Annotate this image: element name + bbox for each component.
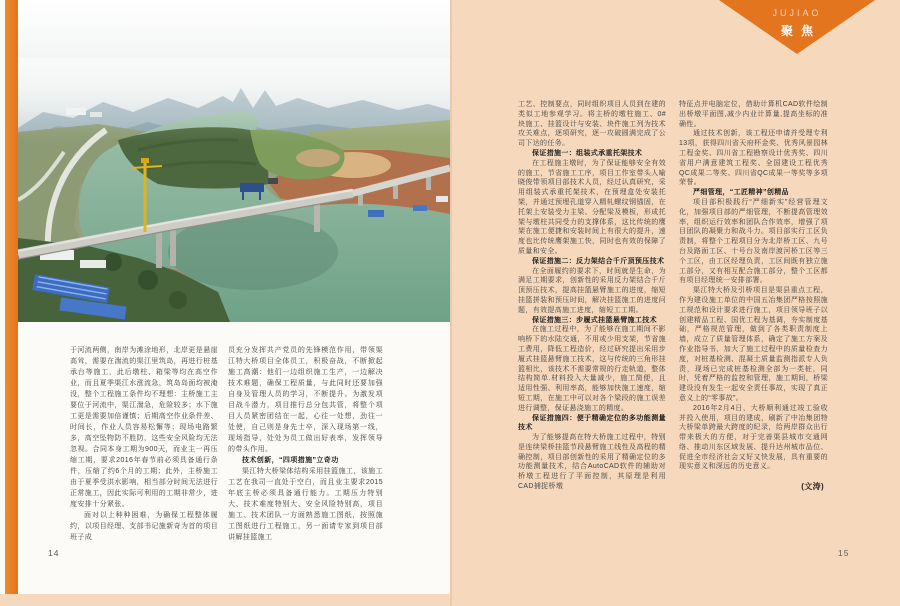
paragraph: 于河流两侧，南岸为滩涂地形，北岸更是悬崖高耸，需要在湍流的渠江里筑岛，再进行桩基承台等施工，此后墩柱、箱梁等均在高空作业，而且夏季渠江水涨流急，筑岛岛面均被淹没，整个工程施工条件均不理想：主桥施工主要位于河流中，渠江湍急，危险较多；水下施工更是需要加倍谨慎；后期高空作业条件差、时间长，作业人员容易松懈等；现场电路繁多，高空坠物防不胜防，这些安全风险均无法忽视。合同本身工期为900天，而业主一再压缩工期，要求2016年春节前必须具备通行条件，压缩了约6个月的工期；此外，主桥施工由于夏季受洪水影响，相当部分时间无法进行正常施工，因此实际可利用的工期非常少，进度安排十分紧张。	[70, 347, 218, 508]
section-tag-en: JUJIAO	[772, 8, 822, 18]
section-tag	[719, 0, 875, 56]
right-page-column-2	[679, 100, 828, 492]
paragraph: 在全面履约的要求下，时间就是生命，为满足工期要求，创新性的采用反力架结合千斤顶预压技术，提高挂篮悬臂施工的进度，缩短挂篮拼装和预压时间，解决挂篮施工的进度问题，有效提高施工进度，缩短工工期。	[518, 267, 666, 314]
section-heading: 保证措施三：步履式挂篮悬臂施工技术	[532, 316, 657, 324]
page-number-left: 14	[48, 548, 60, 558]
byline: (文涛)	[801, 482, 824, 492]
paragraph: 渠江特大桥梁体结构采用挂篮施工，该施工工艺在我司一直处于空白，而且业主要求2015年底主桥必须具备通行能力。工期压力特别大、技术难度特别大、安全风险特别高，项目施工、技术团队一方面熟悉施工图纸，按照施工图纸进行工程施工，另一面请专家到项目部讲解挂篮施工	[228, 468, 383, 541]
section-heading: 技术创新，“四项措施”立奇功	[242, 457, 339, 464]
left-page-column-1	[70, 345, 218, 543]
paragraph: 员充分发挥共产党员的先锋模范作用，带领渠江特大桥项目全体员工，积极奋战，不断掀起施工高潮：他们一边组织施工生产，一边解决技术难题，确保工程质量，与此同时还要加强自身及管理人员的学习，不断提升。为激发项目战斗潜力，项目推行总分包共管，将整个项目人员紧密团结在一起，心往一处想，劲往一处使，自己则是身先士卒，深入现场第一线，现场指导，处处为员工做出好表率，发挥领导的带头作用。	[228, 347, 383, 453]
paragraph: 特征点并电脑定位，借助计算机CAD软件绘制出桥墩平面图,减少内业计算量,提高坐标的准确性。	[679, 101, 828, 128]
paragraph: 渠江特大桥及引桥项目是渠县重点工程，作为建设施工单位的中国五冶集团严格按照施工规范和设计要求进行施工，项目领导班子以创建精品工程、国优工程为基调，夯实制度基础，严格规范管理，做到了各类职责制度上墙，成立了质量管理体系，确定了施工方案及作业指导书，加大了施工过程中的质量检查力度，对桩基检测、混凝土质量监测指派专人负责，现场已完成桩基检测全部为一类桩，同时，凭着严格的监控和管理，施工期间，桥梁建设没有发生一起安全责任事故，实现了真正意义上的“零事故”。	[679, 287, 828, 402]
section-heading: 保证措施一：组装式承重托架技术	[532, 149, 643, 157]
paragraph: 在工程施主墩时，为了保证能够安全有效的施工，节省施工工序，项目工作室带头人喻晓俊带领项目部技术人员，经过认真研究，采用组装式承重托架技术，在预埋盒处安装托架，并通过预埋孔道穿入精轧螺纹钢锚固，在托架上安装受力主梁、分配梁及模板，形成托架与墩柱共同受力的支撑体系，这比传统的鹰架在施工便捷和安装时间上有很大的提升，速度也比传统鹰架施工快，同时也有效的保障了质量和安全。	[518, 159, 666, 255]
left-accent-bar	[5, 0, 18, 594]
paragraph: 2016年2月4日，大桥顺利通过竣工验收并投入使用，项目的建成，刷新了中冶集团特大桥梁单跨最大跨度的纪录，给两岸群众出行带来极大的方便，对于完善渠县城市交通网络、推动川东区域发展、提升达州城市品位、促进全市经济社会又好又快发展，具有重要的现实意义和深远的历史意义。	[679, 404, 828, 471]
section-heading: 保证措施二：反力架结合千斤顶预压技术	[532, 257, 665, 265]
paragraph: 工艺、控制要点，同时组织项目人员到在建的类似工地参观学习。将主桥的墩柱施工、0#块施工、挂篮设计与安装、块件施工列为技术攻关难点，逐项研究，逐一攻破圆满完成了公司下达的任务。	[518, 101, 666, 148]
paragraph: 通过技术创新，该工程还申请并受理专利13项，获得四川省天府杯金奖、优秀风景园林工程金奖、四川省工程勘察设计优秀奖、四川省用户满意建筑工程奖、全国建设工程优秀QC成果二等奖、四川省QC成果一等奖等多项荣誉。	[679, 130, 828, 187]
paragraph: 在施工过程中，为了能够在施工期间不影响桥下的水陆交通，不用或少用支架，节省施工费用，降低工程造价，经过研究提出采用步履式挂篮悬臂施工技术，这与传统的三角形挂篮相比，该技术不需要常规的行走轨道，整体结构简单.材料投入大量减少，施工简便，且适用性强、利用率高，能够加快施工速度，缩短工期，在施工中可以对各个梁段的施工误差进行调整，保证悬浇施工的精度。	[518, 326, 666, 412]
section-tag-zh: 聚焦	[780, 24, 821, 38]
left-page-column-2	[228, 345, 383, 543]
section-heading: 严细管理，“工匠精神”创精品	[693, 189, 789, 197]
paragraph: 为了能够提高在特大桥施工过程中，特别是连续梁桥挂篮节段悬臂施工线性及高程的精确控制，项目部创新性的采用了精确定位的多功能测量技术，结合AutoCAD软件的辅助对桥墩工程进行了平面控制，其原理是利用CAD捕捉桥墩	[518, 434, 666, 491]
page-gutter	[450, 0, 452, 606]
page-number-right: 15	[838, 548, 850, 558]
right-page-column-1	[518, 100, 666, 492]
paragraph: 面对以上种种困难，为确保工程整体履约，以项目经理、支部书记施新奇为首的项目班子成	[70, 512, 218, 541]
bridge-aerial-photo	[18, 0, 450, 322]
paragraph: 项目部积极践行“严细新实”经营管理文化，加强项目部的严细管理，不断提高管理效率，组织运行效率和团队合作效率，增强了项目团队的凝聚力和战斗力。项目部实行工区负责制，将整个工程项目分为北岸桥工区、九号台及路面工区、十号台及南岸渡河桥工区等三个工区，由工区经理负责，工区间既有独立施工部分，又有相互配合施工部分，整个工区都有项目经理统一安排部署。	[679, 198, 828, 285]
photo-haze-overlay	[18, 58, 450, 142]
section-heading: 保证措施四：便于精确定位的多功能测量技术	[518, 414, 666, 432]
